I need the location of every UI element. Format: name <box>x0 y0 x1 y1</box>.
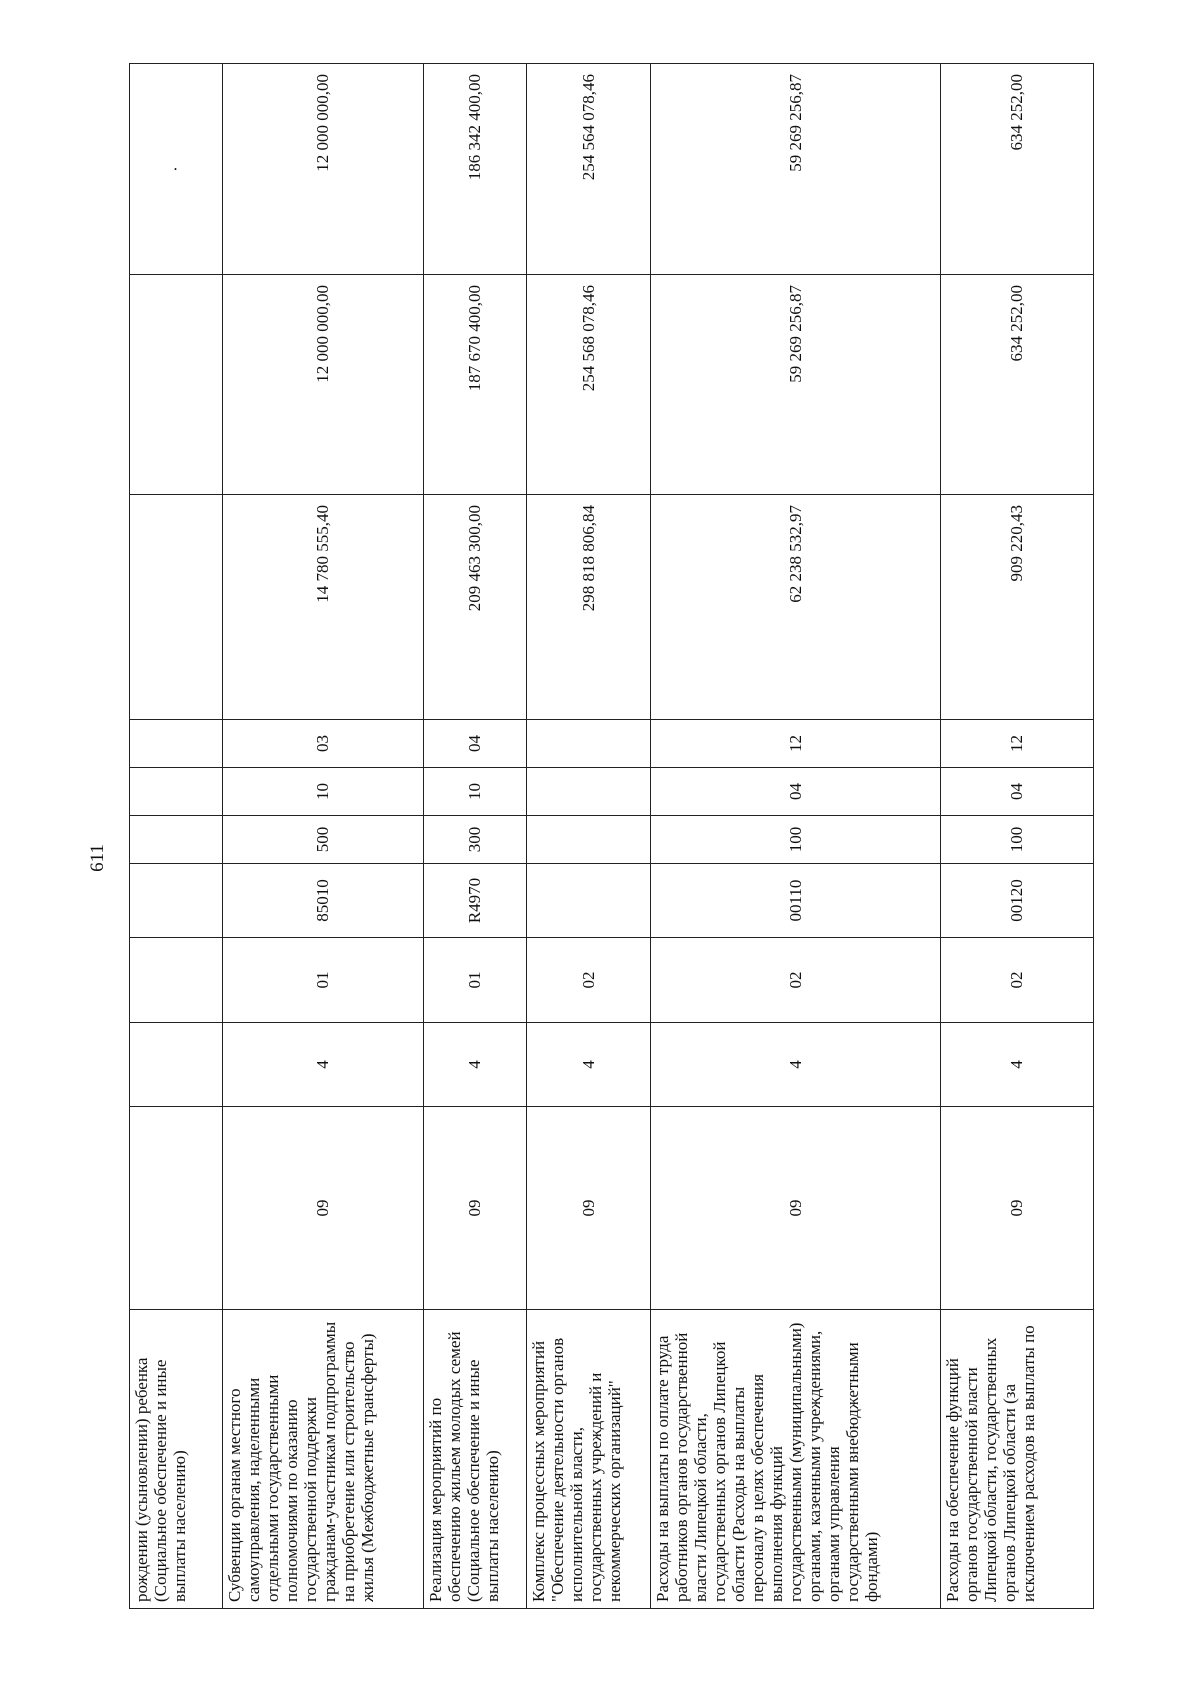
table-row <box>651 64 941 1609</box>
cell-amount-1: 14 780 555,40 <box>223 495 424 720</box>
cell-code-3: 02 <box>651 938 941 1023</box>
cell-code-4 <box>130 864 223 938</box>
cell-code-1: 09 <box>223 1107 424 1310</box>
rotated-table-container <box>129 64 1093 1609</box>
row-description: Расходы на обеспечение функций органов государственной власти Липецкой области, государственных органов Липецкой области (за исключением расходов на выплаты по <box>941 1310 1094 1609</box>
cell-code-3: 02 <box>941 938 1094 1023</box>
cell-amount-1 <box>130 495 223 720</box>
cell-code-7: 03 <box>223 720 424 768</box>
table-row <box>527 64 651 1609</box>
cell-code-5 <box>130 816 223 864</box>
cell-code-4: R4970 <box>424 864 527 938</box>
cell-amount-3: 59 269 256,87 <box>651 64 941 275</box>
cell-code-6: 10 <box>424 768 527 816</box>
cell-amount-3: 634 252,00 <box>941 64 1094 275</box>
cell-code-7: 12 <box>651 720 941 768</box>
cell-code-5: 100 <box>651 816 941 864</box>
cell-code-1: 09 <box>527 1107 651 1310</box>
row-description: Расходы на выплаты по оплате труда работников органов государственной власти Липецкой области, государственных органов Липецкой области (Расходы на выплаты персоналу в целях обеспечения выполнения функций государственными (муниципальными) органами, казенными учреждениями, органами управления государственными внебюджетными фондами) <box>651 1310 941 1609</box>
cell-amount-2: 634 252,00 <box>941 275 1094 495</box>
cell-code-4: 85010 <box>223 864 424 938</box>
cell-amount-3: · <box>130 64 223 275</box>
budget-table <box>129 63 1094 1609</box>
cell-code-4 <box>527 864 651 938</box>
page-number: 611 <box>87 844 108 872</box>
row-description: рождении (усыновлении) ребенка (Социальное обеспечение и иные выплаты населению) <box>130 1310 223 1609</box>
cell-code-2 <box>130 1023 223 1107</box>
cell-amount-2: 254 568 078,46 <box>527 275 651 495</box>
cell-code-1: 09 <box>941 1107 1094 1310</box>
cell-code-2: 4 <box>424 1023 527 1107</box>
cell-amount-2: 187 670 400,00 <box>424 275 527 495</box>
table-row <box>223 64 424 1609</box>
cell-code-6 <box>130 768 223 816</box>
cell-code-5: 300 <box>424 816 527 864</box>
cell-code-6: 04 <box>941 768 1094 816</box>
cell-code-7 <box>527 720 651 768</box>
table-row <box>130 64 223 1609</box>
cell-code-5 <box>527 816 651 864</box>
cell-code-7: 04 <box>424 720 527 768</box>
cell-amount-1: 209 463 300,00 <box>424 495 527 720</box>
cell-code-2: 4 <box>223 1023 424 1107</box>
cell-code-6: 10 <box>223 768 424 816</box>
cell-amount-3: 186 342 400,00 <box>424 64 527 275</box>
table-row <box>424 64 527 1609</box>
cell-code-7 <box>130 720 223 768</box>
cell-code-4: 00110 <box>651 864 941 938</box>
cell-code-3 <box>130 938 223 1023</box>
row-description: Субвенции органам местного самоуправления, наделенными отдельными государственными полномочиями по оказанию государственной поддержки гражданам-участникам подпрограммы на приобретение или строительство жилья (Межбюджетные трансферты) <box>223 1310 424 1609</box>
cell-code-3: 02 <box>527 938 651 1023</box>
cell-code-1 <box>130 1107 223 1310</box>
cell-code-6: 04 <box>651 768 941 816</box>
row-description: Комплекс процессных мероприятий "Обеспечение деятельности органов исполнительной власти, государственных учреждений и некоммерческих организаций" <box>527 1310 651 1609</box>
cell-code-5: 500 <box>223 816 424 864</box>
cell-amount-2: 12 000 000,00 <box>223 275 424 495</box>
cell-code-6 <box>527 768 651 816</box>
cell-code-1: 09 <box>424 1107 527 1310</box>
cell-code-4: 00120 <box>941 864 1094 938</box>
cell-amount-3: 12 000 000,00 <box>223 64 424 275</box>
cell-code-5: 100 <box>941 816 1094 864</box>
cell-amount-1: 62 238 532,97 <box>651 495 941 720</box>
cell-amount-2: 59 269 256,87 <box>651 275 941 495</box>
cell-amount-2 <box>130 275 223 495</box>
cell-amount-1: 298 818 806,84 <box>527 495 651 720</box>
cell-code-7: 12 <box>941 720 1094 768</box>
cell-code-2: 4 <box>651 1023 941 1107</box>
cell-amount-1: 909 220,43 <box>941 495 1094 720</box>
cell-code-2: 4 <box>941 1023 1094 1107</box>
cell-code-2: 4 <box>527 1023 651 1107</box>
table-row <box>941 64 1094 1609</box>
cell-code-3: 01 <box>424 938 527 1023</box>
cell-code-1: 09 <box>651 1107 941 1310</box>
cell-code-3: 01 <box>223 938 424 1023</box>
row-description: Реализация мероприятий по обеспечению жильем молодых семей (Социальное обеспечение и иные выплаты населению) <box>424 1310 527 1609</box>
cell-amount-3: 254 564 078,46 <box>527 64 651 275</box>
